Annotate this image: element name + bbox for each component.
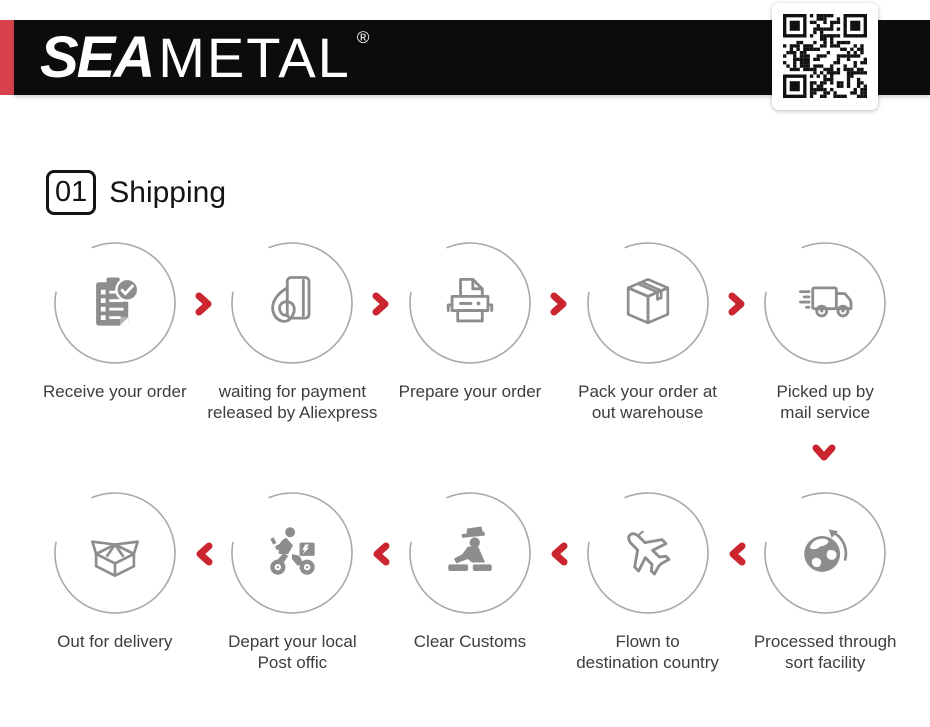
step-circle (763, 491, 887, 615)
packed-box-icon (614, 269, 682, 337)
globe-icon (791, 519, 859, 587)
scooter-icon (258, 519, 326, 587)
step-circle (53, 491, 177, 615)
step-label-line1: Depart your local (228, 632, 357, 651)
step-label (207, 381, 377, 423)
arrow-right-icon (193, 292, 215, 316)
step-circle (763, 241, 887, 365)
step-label-line2: mail service (780, 403, 871, 422)
qr-code (772, 3, 878, 110)
delivery-truck-icon (791, 269, 859, 337)
step-depart-post-office (204, 491, 382, 673)
step-label (57, 631, 172, 652)
section-title (46, 170, 226, 215)
printer-icon (436, 269, 504, 337)
step-clear-customs (381, 491, 559, 673)
step-out-for-delivery (26, 491, 204, 673)
step-label (228, 631, 357, 673)
customs-officer-icon (436, 519, 504, 587)
qr-code-icon (783, 14, 867, 98)
step-label (414, 631, 526, 652)
arrow-left-icon (370, 542, 392, 566)
arrow-left-icon (193, 542, 215, 566)
shipping-flow-row-1 (26, 241, 914, 423)
section-number-badge: 01 (46, 170, 96, 215)
open-box-icon (81, 519, 149, 587)
step-label-line1: Prepare your order (398, 382, 542, 401)
step-label (43, 381, 187, 402)
step-label-line2: released by Aliexpress (207, 403, 378, 422)
hand-card-icon (258, 269, 326, 337)
brand-logo (40, 20, 369, 95)
airplane-icon (614, 519, 682, 587)
step-label (399, 381, 542, 402)
step-label-line1: waiting for payment (218, 382, 367, 401)
step-flown-to-destination (559, 491, 737, 673)
step-circle (408, 241, 532, 365)
step-label-line1: Processed through (753, 632, 897, 651)
step-waiting-payment (204, 241, 382, 423)
step-label-line1: Pack your order at (578, 382, 718, 401)
step-picked-up (736, 241, 914, 423)
step-sort-facility (736, 491, 914, 673)
step-label-line1: Picked up by (776, 382, 874, 401)
registered-trademark-icon: ® (356, 28, 370, 47)
step-label-line2: sort facility (785, 653, 866, 672)
brand-red-stripe (0, 20, 14, 95)
step-label-line2: destination country (576, 653, 719, 672)
step-label (578, 381, 717, 423)
step-circle (586, 241, 710, 365)
step-circle (586, 491, 710, 615)
arrow-right-icon (548, 292, 570, 316)
step-circle (230, 241, 354, 365)
section-title-text: Shipping (109, 175, 227, 209)
clipboard-check-icon (81, 269, 149, 337)
arrow-right-icon (370, 292, 392, 316)
step-label-line2: out warehouse (591, 403, 704, 422)
brand-logo-metal: METAL (158, 25, 351, 89)
step-label-line2: Post offic (257, 653, 328, 672)
step-label-line1: Flown to (615, 632, 680, 651)
step-label-line1: Out for delivery (57, 632, 173, 651)
step-circle (408, 491, 532, 615)
arrow-left-icon (548, 542, 570, 566)
step-label (777, 381, 874, 423)
step-prepare-order (381, 241, 559, 423)
step-label-line1: Clear Customs (413, 632, 527, 651)
step-circle (230, 491, 354, 615)
brand-logo-sea: SEA (40, 24, 154, 90)
step-label-line1: Receive your order (42, 382, 187, 401)
step-label (754, 631, 897, 673)
shipping-flow-row-2 (26, 491, 914, 673)
arrow-right-icon (726, 292, 748, 316)
step-circle (53, 241, 177, 365)
arrow-left-icon (726, 542, 748, 566)
step-receive-order (26, 241, 204, 423)
step-label (576, 631, 719, 673)
step-pack-order (559, 241, 737, 423)
arrow-down-icon (811, 444, 837, 464)
